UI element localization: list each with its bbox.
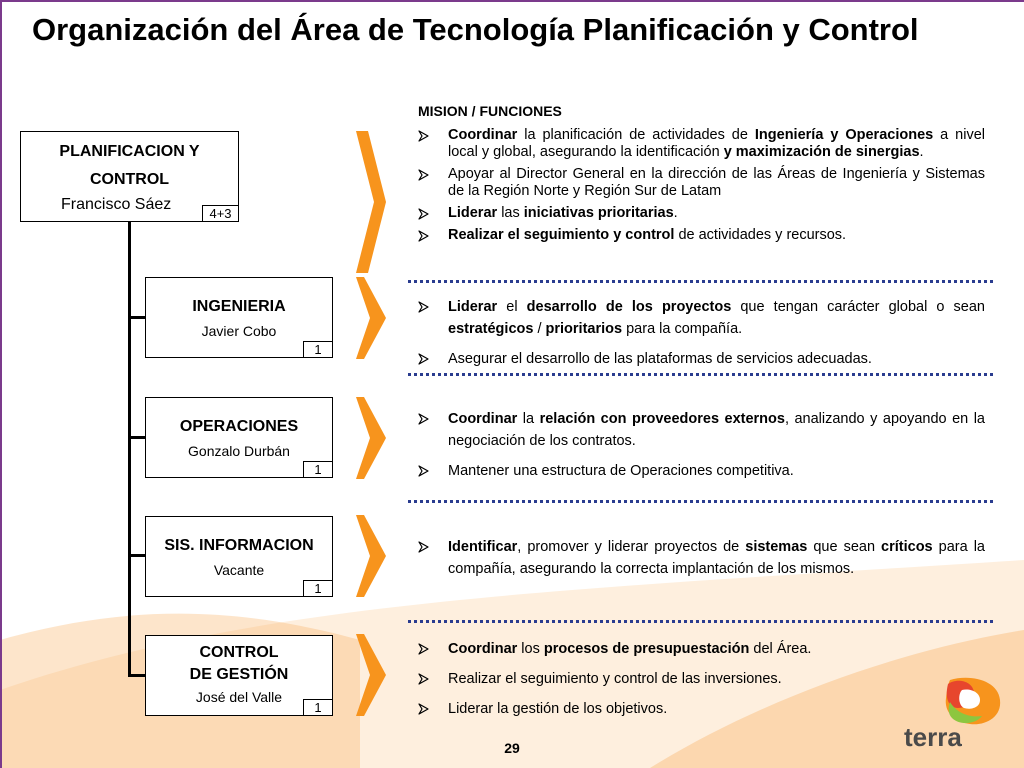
mission-bullet <box>418 408 985 452</box>
bullet-arrow-icon <box>418 301 430 313</box>
mission-header: MISION / FUNCIONES <box>418 103 562 119</box>
bold-text-segment: críticos <box>881 539 933 555</box>
mission-bullet <box>418 296 985 340</box>
page-title: Organización del Área de Tecnología Planificación y Control <box>32 12 919 47</box>
mission-bullet-text <box>448 408 985 452</box>
org-box-person: Vacante <box>213 562 265 578</box>
bold-text-segment: Coordinar <box>448 641 518 657</box>
chevron-arrow-icon <box>356 515 386 597</box>
org-box-badge: 4+3 <box>202 205 239 222</box>
text-segment: para la compañía, asegurando la correcta implantación de los mismos. <box>448 539 985 577</box>
section-divider <box>408 373 993 376</box>
mission-bullet <box>418 227 985 244</box>
bold-text-segment: y maximización de sinergias <box>723 144 920 160</box>
mission-bullet <box>418 460 985 482</box>
org-box-person: Francisco Sáez <box>61 196 172 213</box>
bold-text-segment: prioritarios <box>545 321 623 337</box>
chevron-arrow-icon <box>356 131 386 273</box>
org-branch-line <box>128 316 146 319</box>
frame-left-border <box>0 0 2 768</box>
text-segment: las <box>497 205 524 221</box>
bold-text-segment: Coordinar <box>448 127 518 143</box>
bold-text-segment: estratégicos <box>448 321 534 337</box>
org-box-title-line2: CONTROL <box>89 171 170 188</box>
bold-text-segment: procesos de presupuestación <box>543 641 750 657</box>
org-box-person: Gonzalo Durbán <box>188 443 290 459</box>
text-segment: el <box>497 299 527 315</box>
org-box-badge: 1 <box>303 341 333 358</box>
chevron-arrow-icon <box>356 397 386 479</box>
logo-wordmark: terra <box>904 722 962 752</box>
page-number: 29 <box>504 740 520 756</box>
bullet-arrow-icon <box>418 643 430 655</box>
terra-logo <box>900 672 1010 752</box>
mission-bullet <box>418 127 985 161</box>
org-box-title-line2: DE GESTIÓN <box>189 666 289 683</box>
org-box-person: Javier Cobo <box>201 323 277 339</box>
mission-bullet <box>418 638 985 660</box>
bullet-arrow-icon <box>418 208 430 220</box>
bold-text-segment: Liderar <box>448 299 498 315</box>
org-box-person: José del Valle <box>195 689 283 705</box>
mission-bullet-text <box>448 227 985 244</box>
text-segment: , promover y liderar proyectos de <box>517 539 746 555</box>
text-segment: Liderar la gestión de los objetivos. <box>448 701 668 717</box>
text-segment: que sean <box>807 539 882 555</box>
org-box-root <box>20 131 239 222</box>
text-segment: la planificación de actividades de <box>517 127 755 143</box>
bold-text-segment: Liderar <box>448 205 498 221</box>
mission-bullet-text <box>448 536 985 580</box>
mission-bullet-text <box>448 127 985 161</box>
org-box-title-line1: PLANIFICACION Y <box>59 143 200 160</box>
org-branch-line <box>128 554 146 557</box>
mission-bullet-text <box>448 166 985 200</box>
bold-text-segment: Realizar el seguimiento y control <box>448 227 675 243</box>
bold-text-segment: relación con proveedores externos <box>539 411 785 427</box>
text-segment: Asegurar el desarrollo de las plataformas de servicios adecuadas. <box>448 351 872 367</box>
chevron-arrow-icon <box>356 634 386 716</box>
org-branch-line <box>128 436 146 439</box>
text-segment: Mantener una estructura de Operaciones competitiva. <box>448 463 794 479</box>
mission-group-operaciones <box>418 408 985 482</box>
section-divider <box>408 620 993 623</box>
org-box-title: OPERACIONES <box>179 418 299 435</box>
text-segment: . <box>673 205 678 221</box>
text-segment: los <box>517 641 544 657</box>
text-segment: de actividades y recursos. <box>674 227 847 243</box>
text-segment: que tengan carácter global o sean <box>731 299 985 315</box>
bullet-arrow-icon <box>418 673 430 685</box>
mission-bullet-text <box>448 296 985 340</box>
org-box-badge: 1 <box>303 580 333 597</box>
mission-bullet-text <box>448 638 985 660</box>
mission-bullet-text <box>448 205 985 222</box>
mission-bullet-text <box>448 460 985 482</box>
mission-group-planificacion <box>418 127 985 244</box>
mission-bullet-text <box>448 348 985 370</box>
org-box-title-line1: CONTROL <box>199 644 279 661</box>
bold-text-segment: Identificar <box>448 539 518 555</box>
text-segment: , analizando y apoyando en la negociación de los contratos. <box>448 411 985 449</box>
chevron-arrow-icon <box>356 277 386 359</box>
text-segment: Apoyar al Director General en la dirección de las Áreas de Ingeniería y Sistemas de la Región Norte y Región Sur de Latam <box>448 166 985 199</box>
bullet-arrow-icon <box>418 230 430 242</box>
mission-bullet <box>418 536 985 580</box>
frame-top-border <box>0 0 1024 2</box>
org-box-control-gestion <box>145 635 333 716</box>
bold-text-segment: sistemas <box>745 539 808 555</box>
org-box-operaciones <box>145 397 333 478</box>
bullet-arrow-icon <box>418 130 430 142</box>
bullet-arrow-icon <box>418 169 430 181</box>
mission-bullet <box>418 205 985 222</box>
bold-text-segment: Ingeniería y Operaciones <box>754 127 934 143</box>
bullet-arrow-icon <box>418 541 430 553</box>
bullet-arrow-icon <box>418 465 430 477</box>
org-trunk-line <box>128 222 131 677</box>
org-box-title: INGENIERIA <box>192 298 286 315</box>
text-segment: / <box>533 321 546 337</box>
mission-group-ingenieria <box>418 296 985 370</box>
text-segment: . <box>919 144 924 160</box>
bullet-arrow-icon <box>418 413 430 425</box>
text-segment: del Área. <box>749 641 812 657</box>
bullet-arrow-icon <box>418 353 430 365</box>
section-divider <box>408 500 993 503</box>
mission-bullet <box>418 348 985 370</box>
bold-text-segment: Coordinar <box>448 411 518 427</box>
org-box-sis-informacion <box>145 516 333 597</box>
org-box-title: SIS. INFORMACION <box>164 537 314 554</box>
text-segment: Realizar el seguimiento y control de las inversiones. <box>448 671 782 687</box>
text-segment: para la compañía. <box>622 321 743 337</box>
org-branch-line <box>128 674 146 677</box>
text-segment: a nivel local y global, asegurando la identificación <box>448 127 985 160</box>
text-segment: la <box>517 411 540 427</box>
bold-text-segment: iniciativas prioritarias <box>523 205 674 221</box>
bullet-arrow-icon <box>418 703 430 715</box>
org-box-badge: 1 <box>303 699 333 716</box>
org-box-ingenieria <box>145 277 333 358</box>
bold-text-segment: desarrollo de los proyectos <box>526 299 732 315</box>
mission-bullet <box>418 166 985 200</box>
org-box-badge: 1 <box>303 461 333 478</box>
section-divider <box>408 280 993 283</box>
mission-group-sis-informacion <box>418 536 985 580</box>
